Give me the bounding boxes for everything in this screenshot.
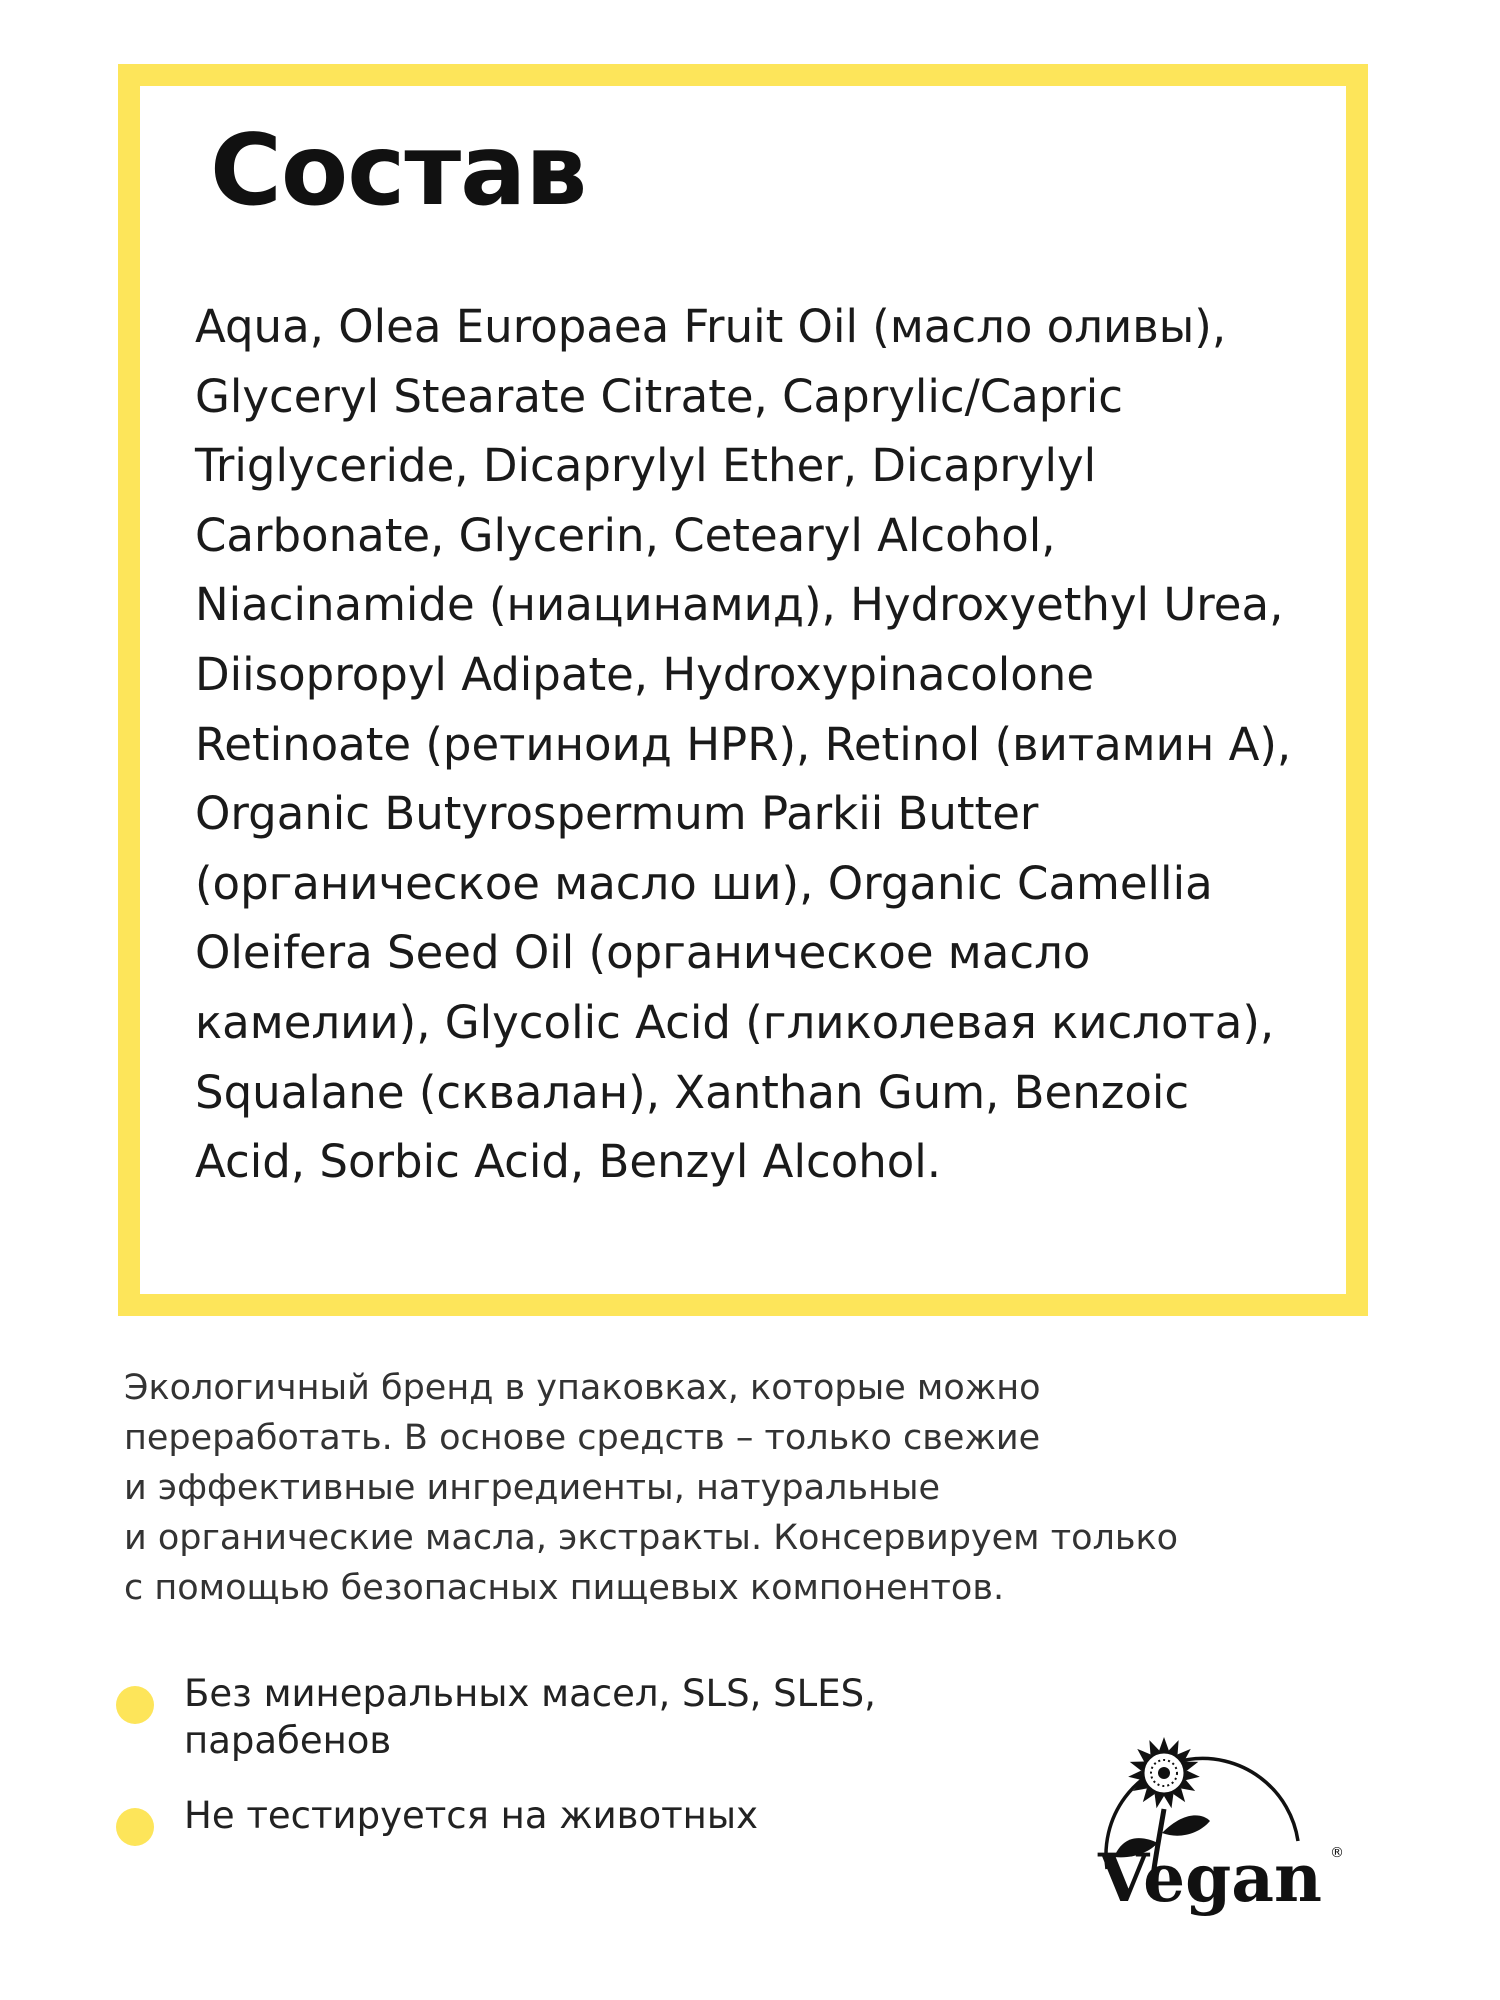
ingredients-line: камелии), Glycolic Acid (гликолевая кислота), (195, 995, 1275, 1049)
ingredients-line: Glyceryl Stearate Citrate, Caprylic/Capric (195, 369, 1124, 423)
vegan-logo (1052, 1693, 1352, 1943)
sunflower-leaf-right (1162, 1815, 1210, 1835)
ingredients-title: Состав (210, 114, 587, 228)
ingredients-line: Niacinamide (ниацинамид), Hydroxyethyl Urea, (195, 578, 1284, 632)
ingredients-line: Oleifera Seed Oil (органическое масло (195, 926, 1091, 980)
bullet-dot-icon (116, 1808, 154, 1846)
ingredients-line: Organic Butyrospermum Parkii Butter (195, 787, 1039, 841)
vegan-logo-text: Vegan (1097, 1839, 1323, 1917)
ingredients-line: Retinoate (ретиноид HPR), Retinol (витамин А), (195, 717, 1292, 771)
ingredients-line: Acid, Sorbic Acid, Benzyl Alcohol. (195, 1135, 942, 1189)
description-line: с помощью безопасных пищевых компонентов. (124, 1568, 1005, 1608)
description-line: и эффективные ингредиенты, натуральные (124, 1468, 941, 1508)
feature-text: Не тестируется на животных (184, 1794, 758, 1837)
sunflower-head (1128, 1737, 1201, 1809)
feature-item-no-mineral-oils (116, 1670, 1016, 1764)
registered-mark: ® (1330, 1845, 1344, 1861)
feature-text: Без минеральных масел, SLS, SLES, (184, 1672, 876, 1715)
ingredients-line: Carbonate, Glycerin, Cetearyl Alcohol, (195, 508, 1056, 562)
ingredients-line: Aqua, Olea Europaea Fruit Oil (масло оливы), (195, 300, 1227, 353)
feature-item-not-tested-on-animals (116, 1792, 1016, 1839)
ingredients-line: (органическое масло ши), Organic Camellia (195, 856, 1213, 910)
feature-text: парабенов (184, 1719, 392, 1762)
vegan-sunflower-icon (1052, 1693, 1352, 1943)
ingredients-list (195, 292, 1335, 1197)
bullet-dot-icon (116, 1686, 154, 1724)
description-line: Экологичный бренд в упаковках, которые можно (124, 1368, 1041, 1408)
ingredients-line: Squalane (сквалан), Xanthan Gum, Benzoic (195, 1065, 1190, 1119)
feature-list (116, 1670, 1016, 1867)
description-line: переработать. В основе средств – только свежие (124, 1418, 1041, 1458)
ingredients-line: Triglyceride, Dicaprylyl Ether, Dicaprylyl (195, 439, 1097, 493)
ingredients-line: Diisopropyl Adipate, Hydroxypinacolone (195, 647, 1095, 701)
description-line: и органические масла, экстракты. Консервируем только (124, 1518, 1179, 1558)
brand-description (124, 1363, 1424, 1613)
